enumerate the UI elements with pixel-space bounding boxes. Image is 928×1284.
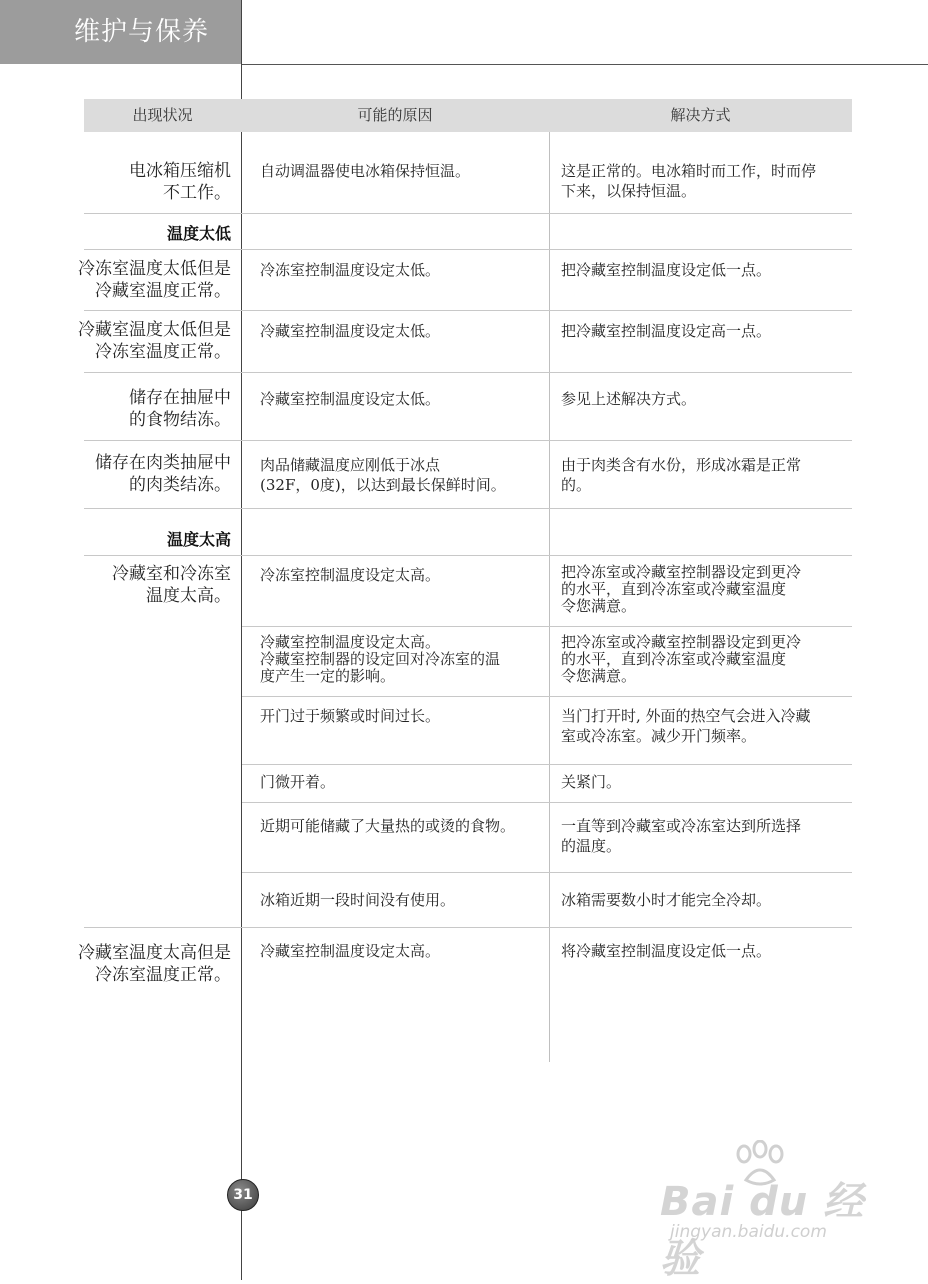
row-solution: 把冷藏室控制温度设定高一点。	[561, 322, 772, 340]
row-solution: 冰箱需要数小时才能完全冷却。	[561, 891, 772, 909]
row-cause: 门微开着。	[260, 773, 336, 791]
row-solution: 一直等到冷藏室或冷冻室达到所选择 的温度。	[561, 817, 802, 855]
column-header-symptom: 出现状况	[132, 106, 193, 124]
page-spine-line	[241, 0, 242, 1280]
row-solution: 把冷冻室或冷藏室控制器设定到更冷 的水平，直到冷冻室或冷藏室温度 令您满意。	[561, 563, 802, 615]
row-cause: 肉品储藏温度应刚低于冰点 (32F，0度)，以达到最长保鲜时间。	[260, 456, 506, 494]
row-divider	[84, 927, 852, 928]
row-cause: 开门过于频繁或时间过长。	[260, 707, 441, 725]
row-cause: 冷藏室控制温度设定太低。	[260, 390, 441, 408]
section-title: 维护与保养	[0, 0, 241, 64]
row-cause: 冰箱近期一段时间没有使用。	[260, 891, 456, 909]
row-cause: 冷藏室控制温度设定太高。 冷藏室控制器的设定回对冷冻室的温 度产生一定的影响。	[260, 633, 501, 685]
row-divider	[84, 555, 852, 556]
row-symptom: 冷藏室温度太低但是 冷冻室温度正常。	[78, 320, 231, 362]
watermark-logo: Bai du 经验	[660, 1179, 865, 1282]
row-cause: 冷藏室控制温度设定太高。	[260, 942, 441, 960]
page-number-badge: 31	[227, 1179, 259, 1211]
row-divider	[84, 440, 852, 441]
row-divider	[242, 764, 852, 765]
row-solution: 当门打开时, 外面的热空气会进入冷藏 室或冷冻室。减少开门频率。	[561, 707, 811, 745]
row-symptom: 冷冻室温度太低但是 冷藏室温度正常。	[78, 259, 231, 301]
row-cause: 自动调温器使电冰箱保持恒温。	[260, 162, 471, 180]
column-header-cause: 可能的原因	[357, 106, 433, 124]
row-solution: 关紧门。	[561, 773, 622, 791]
row-solution: 把冷藏室控制温度设定低一点。	[561, 261, 772, 279]
row-solution: 将冷藏室控制温度设定低一点。	[561, 942, 772, 960]
row-divider	[242, 872, 852, 873]
section-heading-too-warm: 温度太高	[166, 530, 231, 549]
row-solution: 把冷冻室或冷藏室控制器设定到更冷 的水平，直到冷冻室或冷藏室温度 令您满意。	[561, 633, 802, 685]
row-symptom: 储存在肉类抽屉中 的肉类结冻。	[95, 453, 231, 495]
section-heading-too-cold: 温度太低	[166, 224, 231, 243]
row-divider	[242, 626, 852, 627]
baidu-watermark	[650, 1140, 880, 1282]
row-divider	[84, 508, 852, 509]
row-divider	[84, 213, 852, 214]
row-cause: 近期可能储藏了大量热的或烫的食物。	[260, 817, 516, 835]
row-cause: 冷冻室控制温度设定太低。	[260, 261, 441, 279]
row-divider	[84, 372, 852, 373]
row-divider	[84, 310, 852, 311]
row-cause: 冷藏室控制温度设定太低。	[260, 322, 441, 340]
row-symptom: 储存在抽屉中 的食物结冻。	[129, 388, 231, 430]
row-solution: 这是正常的。电冰箱时而工作，时而停 下来，以保持恒温。	[561, 162, 817, 200]
header-rule	[241, 64, 928, 65]
row-solution: 由于肉类含有水份，形成冰霜是正常 的。	[561, 456, 802, 494]
row-divider	[84, 249, 852, 250]
row-divider	[242, 696, 852, 697]
column-divider	[549, 132, 550, 1062]
row-cause: 冷冻室控制温度设定太高。	[260, 566, 441, 584]
row-symptom: 电冰箱压缩机 不工作。	[129, 161, 231, 203]
row-symptom: 冷藏室温度太高但是 冷冻室温度正常。	[78, 943, 231, 985]
watermark-url: jingyan.baidu.com	[670, 1222, 827, 1242]
row-divider	[242, 802, 852, 803]
row-solution: 参见上述解决方式。	[561, 390, 697, 408]
column-header-solution: 解决方式	[670, 106, 731, 124]
row-symptom: 冷藏室和冷冻室 温度太高。	[112, 564, 231, 606]
